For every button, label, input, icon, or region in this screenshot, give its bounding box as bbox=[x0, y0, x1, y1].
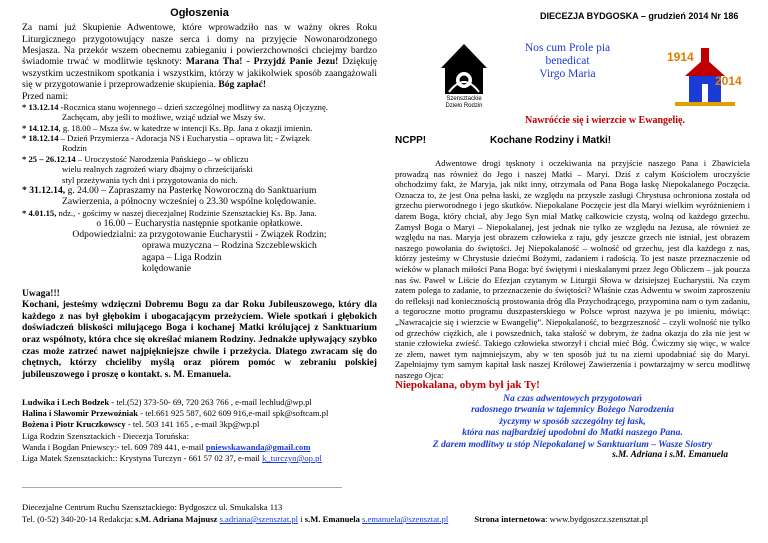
signature: s.M. Adriana i s.M. Emanuela bbox=[612, 450, 728, 461]
contact-5: Wanda i Bogdan Pniewscy:- tel. 609 789 441, e-mail pniewskawanda@gmail.com bbox=[22, 441, 311, 452]
majnusz-email-link[interactable]: s.adriana@szensztat.pl bbox=[219, 514, 299, 524]
contact-4: Liga Rodzin Szensztackich - Diecezja Toruńska: bbox=[22, 430, 189, 441]
event-5-note: Zawierzenia, a północny wcześniej o 23.30 wspólne kolędowanie. bbox=[62, 196, 317, 208]
motto-line-2: benedicat bbox=[545, 55, 590, 67]
contact-3: Bożena i Piotr Kruczkowscy - tel. 503 141 165 , e-mail 3kp@wp.pl bbox=[22, 419, 260, 430]
intro-paragraph: Za nami już Skupienie Adwentowe, które wprowadziło nas w ważny okres Roku Liturgicznego przygotowujący nasze serca i domy na przyjęcie Nowonarodzonego Mesjasza. Na przekór wszem obecnemu zabieganiu i powierzchowności chciejmy bardzo świadomie trwać w modlitwie tęsknoty: Marana Tha! - Przyjdź Panie Jezu! Dziękuję wszystkim uczestnikom spotkania i wszystkim, którzy w jakikolwiek sposób zaangażowali się w przygotowanie i przeprowadzenie skupienia. Bóg zapłać! bbox=[22, 22, 377, 91]
footer-contact: Tel. (0-52) 340-20-14 Redakcja: s.M. Adriana Majnusz s.adriana@szensztat.pl i s.M. Emanuela s.emanuela@szensztat.pl Strona internetowa: www.bydgoszcz.szensztat.pl bbox=[22, 514, 649, 524]
logo-text-2: Dzieło Rodzin bbox=[445, 103, 483, 109]
event-3: * 18.12.14 – Dzień Przymierza - Adoracja NS i Eucharystia – oprawa lit; - Związek bbox=[22, 133, 310, 144]
event-6-resp: Odpowiedzialni: za przygotowanie Eucharystii - Związek Rodzin; bbox=[72, 229, 327, 241]
wishes-poem bbox=[395, 393, 750, 450]
poem-line-4: która nas najbardziej upodobni do Matki naszego Pana. bbox=[462, 427, 683, 439]
schoenstatt-logo bbox=[437, 42, 491, 112]
event-4: * 25 – 26.12.14 – Uroczystość Narodzenia Pańskiego – w obliczu bbox=[22, 153, 249, 164]
motto-line-1: Nos cum Prole pia bbox=[524, 42, 611, 54]
event-6-koledy: kolędowanie bbox=[142, 262, 192, 274]
event-1: * 13.12.14 -Rocznica stanu wojennego – dzień szczególnej modlitwy za naszą Ojczyznę. bbox=[22, 101, 328, 112]
slogan: Nawróćcie się i wierzcie w Ewangelię. bbox=[525, 115, 685, 126]
footer-address: Diecezjalne Centrum Ruchu Szensztackiego: Bydgoszcz ul. Smukalska 113 bbox=[22, 502, 283, 512]
year-1914: 1914 bbox=[667, 50, 694, 64]
issue-header: DIECEZJA BYDGOSKA – grudzień 2014 Nr 186 bbox=[540, 11, 739, 21]
event-1-note: Zachęcam, aby jeśli to możliwe, wziąć udział we Mszy św. bbox=[62, 112, 266, 123]
pniewscy-email-link[interactable]: pniewskawanda@gmail.com bbox=[205, 441, 311, 452]
event-3-note: Rodzin bbox=[62, 143, 87, 154]
announcements-column bbox=[22, 8, 377, 380]
poem-line-2: radosnego trwania w tajemnicy Bożego Narodzenia bbox=[471, 404, 674, 416]
ncpp-label: NCPP! bbox=[395, 135, 427, 146]
contact-1: Ludwika i Lech Bodzek - tel.(52) 373-50- 69, 720 263 766 , e-mail lechlud@wp.pl bbox=[22, 397, 312, 407]
event-5: * 31.12.14, g. 24.00 – Zapraszamy na Pasterkę Noworoczną do Sanktuarium bbox=[22, 185, 317, 197]
event-4-note-2: styl przeżywania tych dni i przygotowania do nich. bbox=[62, 174, 238, 185]
letter-salutation: Kochane Rodziny i Matki! bbox=[490, 135, 612, 146]
poem-line-1: Na czas adwentowych przygotowań bbox=[503, 393, 642, 405]
contact-2: Halina i Sławomir Przewoźniak - tel.661 925 587, 602 609 916,e-mail spk@softcam.pl bbox=[22, 408, 329, 419]
event-6-mass: o 16.00 – Eucharystia następnie spotkanie opłatkowe. bbox=[96, 217, 303, 229]
contact-6: Liga Matek Szensztackich:: Krystyna Turczyn - 661 57 02 37, e-mail k_turczyn@op.pl bbox=[22, 453, 322, 464]
letter-heading bbox=[395, 135, 750, 146]
uwaga-text: Kochani, jesteśmy wdzięczni Dobremu Bogu za dar Roku Jubileuszowego, który dla każdego z nas był głębokim i ubogacającym przeżyciem. Wiele spotkań i głębokich doświadczeń bliskości milującego Boga i kochanej Matki królującej z Sanktuarium oraz wspólnoty, która chce się określać mianem Rodziny. Jednakże upływający szybko czas może zatrzeć nawet najpiękniejsze chwile i przeżycia. Dlatego zwracam się do chętnych, którzy chcieliby myślą oraz piórem pomóc w zebraniu polskiej jubileuszowego i proszę o kontakt. s. M. Emanuela. bbox=[22, 299, 377, 380]
motto bbox=[505, 42, 630, 81]
logo-text-1: Szensztackie bbox=[446, 96, 482, 102]
uwaga-heading: Uwaga!!! bbox=[22, 287, 60, 299]
divider bbox=[22, 487, 342, 488]
letter-body bbox=[395, 158, 750, 461]
event-6-music: oprawa muzyczna – Rodzina Szczeblewskich bbox=[142, 240, 317, 252]
event-6: * 4.01.15, ndz., - gościmy w naszej diecezjalnej Rodzinie Szensztackiej Ks. Bp. Jana. bbox=[22, 207, 317, 218]
letter-text: Adwentowe drogi tęsknoty i oczekiwania na przyjście naszego Pana i Zbawiciela prowadzą nas również do Jego i naszej Matki – Maryi. Dziś z całym Kościołem uroczyście obchodzimy fakt, że Maryja, jak nikt inny, otrzymała od Pana Boga łaskę Niepokalanego Poczęcia. Oznacza to, że jest Ona pełna łaski, ze względu na przyszłe zasługi Chrystusa ochroniona została od grzechu pierworodnego i jego skutków. Niepokalane Poczęcie jest dla Maryi wielkim wyróżnieniem i darem Boga, który chciał, aby Jego Syn miał Matkę całkowicie czystą, wolną od każdego grzechu. Zamysł Boga o Maryi – Niepokalanej, jest jednak nie tylko ze względu na Jezusa, ale również ze względu na nas. Maryja jest obrazem człowieka z raju, gdy jeszcze grzech nie istniał, jest obrazem naszego powołania do świętości. Jej Niepokalaność – wolność od grzechu, jest dla każdego z nas, którzy jesteśmy w Chrystusie dziećmi Bożymi, zadaniem i radością. To jest nasze przeznaczenie od wieków w planach miłości Pana Boga: być świętymi i nieskalanymi przez Jego Obliczem – jak poucza nas św. Paweł w Liście do Efezjan czytanym w Liturgii Słowa w dzisiejszej Eucharystii. Na czym zatem polega to zadanie, to przeznaczenie do świętości? Właśnie czas Adwentu w swoim zaproszeniu do refleksji nad koniecznością prostowania dróg dla Przychodzącego, przypomina nam o tym zadaniu, a tegoroczne motto programu duszpasterskiego w Polsce wprost nazywa je po imieniu, mówiąc: „Nawracajcie się i wierzcie w Ewangelię”. Niepokalaność, to bezgrzeszność – czyli wolność nie tylko od grzechów ciężkich, ale i powszednich, taka stałość w dobrym, że żadna okazja do zła nie jest w stanie człowieka zwieść. Takiego człowieka stworzył i chciał mieć Bóg. Ćwiczmy się więc, w walce ze złem, nawet tym najmniejszym, aby w ten sposób już tu na ziemi upodabniać się do Maryi. Zapełniajmy tym samym kapitał łask naszej Królowej Zawierzenia i powtarzajmy w sercu modlitwę naszego Ojca: bbox=[395, 158, 750, 380]
poem-line-3: życzymy w sposób szczególny tej łask, bbox=[499, 415, 646, 427]
przed-nami: Przed nami: bbox=[22, 90, 69, 102]
turczyn-email-link[interactable]: k_turczyn@op.pl bbox=[262, 453, 322, 464]
contacts-block bbox=[22, 397, 382, 464]
footer bbox=[22, 501, 762, 525]
announcements-title: Ogłoszenia bbox=[170, 7, 229, 19]
event-6-agapa: agapa – Liga Rodzin bbox=[142, 251, 222, 263]
event-2: * 14.12.14, g. 18.00 – Msza św. w katedrze w intencji Ks. Bp. Jana z okazji imienin. bbox=[22, 122, 313, 133]
jubilee-logo bbox=[665, 44, 745, 114]
year-2014: 2014 bbox=[715, 74, 742, 88]
emanuela-email-link[interactable]: s.emanuela@szensztat.pl bbox=[362, 514, 449, 524]
motto-line-3: Virgo Maria bbox=[539, 68, 596, 80]
event-4-note-1: wielu realnych zagrożeń wiary dbajmy o chrześcijański bbox=[62, 164, 253, 175]
poem-line-5: Z darem modlitwy u stóp Niepokalanej w Sanktuarium – Wasze Siostry bbox=[432, 438, 713, 450]
prayer-line: Niepokalana, obym był jak Ty! bbox=[395, 379, 540, 392]
